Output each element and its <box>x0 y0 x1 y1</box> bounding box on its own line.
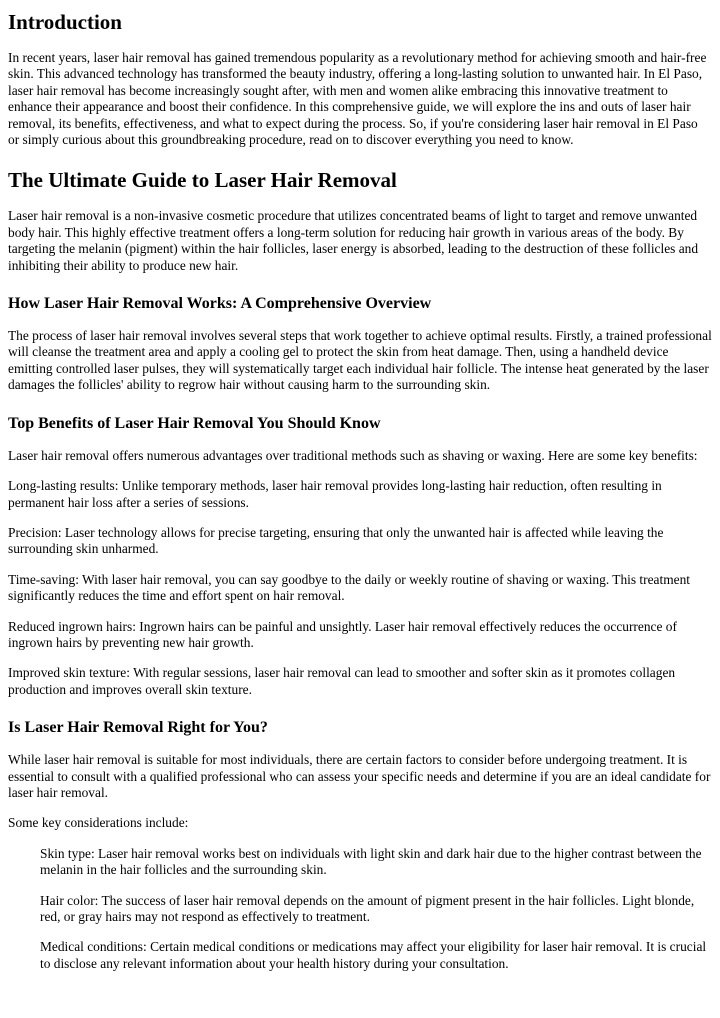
paragraph-how-it-works: The process of laser hair removal involves several steps that work together to achieve optimal results. Firstly, a trained professional will cleanse the treatment area and apply a cooling gel to protect the skin from heat damage. Then, using a handheld device emitting controlled laser pulses, they will systematically target each individual hair follicle. The intense heat generated by the laser damages the follicles' ability to regrow hair without causing harm to the surrounding skin. <box>8 328 712 393</box>
heading-introduction: Introduction <box>8 10 122 34</box>
consideration-skin-type: Skin type: Laser hair removal works best on individuals with light skin and dark hair due to the higher contrast between the melanin in the hair follicles and the surrounding skin. <box>40 845 702 878</box>
paragraph-benefit-time-saving: Time-saving: With laser hair removal, you can say goodbye to the daily or weekly routine of shaving or waxing. This treatment significantly reduces the time and effort spent on hair removal. <box>8 571 690 604</box>
heading-how-it-works: How Laser Hair Removal Works: A Comprehensive Overview <box>8 295 432 313</box>
paragraph-guide-overview: Laser hair removal is a non-invasive cosmetic procedure that utilizes concentrated beams of light to target and remove unwanted body hair. This highly effective treatment offers a long-term solution for reducing hair growth in various areas of the body. By targeting the melanin (pigment) within the hair follicles, laser energy is absorbed, leading to the destruction of these follicles and inhibiting their ability to produce new hair. <box>8 208 699 273</box>
paragraph-candidacy: While laser hair removal is suitable for most individuals, there are certain factors to consider before undergoing treatment. It is essential to consult with a qualified professional who can assess your specific needs and determine if you are an ideal candidate for laser hair removal. <box>8 752 711 800</box>
paragraph-considerations-intro: Some key considerations include: <box>8 815 189 831</box>
paragraph-benefit-ingrown-hairs: Reduced ingrown hairs: Ingrown hairs can be painful and unsightly. Laser hair removal effectively reduces the occurrence of ingrown hairs by preventing new hair growth. <box>8 618 677 650</box>
heading-ultimate-guide: The Ultimate Guide to Laser Hair Removal <box>8 168 397 193</box>
heading-right-for-you: Is Laser Hair Removal Right for You? <box>8 719 268 737</box>
paragraph-benefit-long-lasting: Long-lasting results: Unlike temporary methods, laser hair removal provides long-lasting hair reduction, often resulting in permanent hair loss after a series of sessions. <box>8 478 662 510</box>
consideration-hair-color: Hair color: The success of laser hair removal depends on the amount of pigment present in the hair follicles. Light blonde, red, or gray hairs may not respond as effectively to treatment. <box>40 892 695 924</box>
heading-top-benefits: Top Benefits of Laser Hair Removal You Should Know <box>8 414 381 432</box>
paragraph-benefit-skin-texture: Improved skin texture: With regular sessions, laser hair removal can lead to smoother and softer skin as it promotes collagen production and improves overall skin texture. <box>8 665 676 697</box>
paragraph-benefit-precision: Precision: Laser technology allows for precise targeting, ensuring that only the unwanted hair is affected while leaving the surrounding skin unharmed. <box>8 524 664 557</box>
paragraph-introduction: In recent years, laser hair removal has gained tremendous popularity as a revolutionary method for achieving smooth and hair-free skin. This advanced technology has transformed the beauty industry, offering a long-lasting solution to unwanted hair. In El Paso, laser hair removal has become increasingly sought after, with men and women alike embracing this innovative treatment to enhance their appearance and boost their confidence. In this comprehensive guide, we will explore the ins and outs of laser hair removal, its benefits, effectiveness, and what to expect during the process. So, if you're considering laser hair removal in El Paso or simply curious about this groundbreaking procedure, read on to discover everything you need to know. <box>8 50 707 148</box>
document-body <box>8 0 712 986</box>
paragraph-benefits-intro: Laser hair removal offers numerous advantages over traditional methods such as shaving or waxing. Here are some key benefits: <box>8 447 698 463</box>
consideration-medical-conditions: Medical conditions: Certain medical conditions or medications may affect your eligibility for laser hair removal. It is crucial to disclose any relevant information about your health history during your consultation. <box>40 939 707 971</box>
